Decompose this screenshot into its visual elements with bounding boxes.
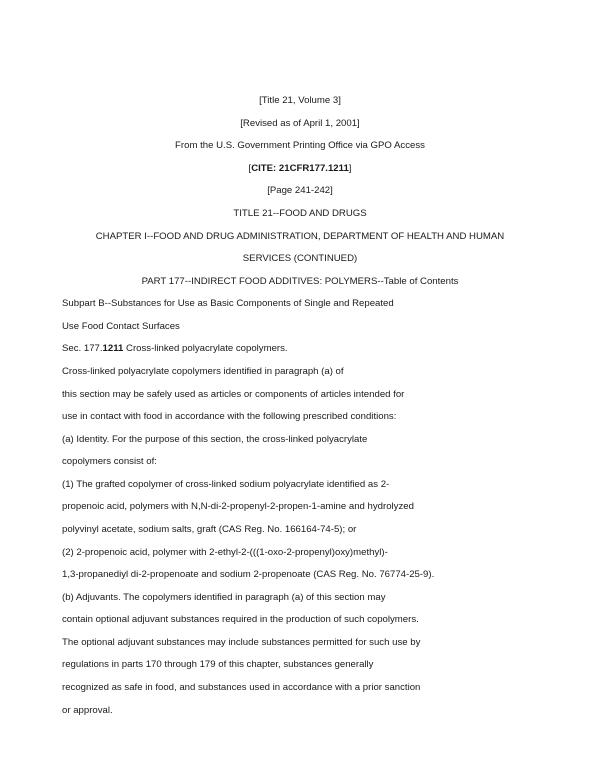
text-line: this section may be safely used as articles or components of articles intended for <box>62 389 405 400</box>
text-line: The optional adjuvant substances may include substances permitted for such use by <box>62 637 421 648</box>
text-line: (1) The grafted copolymer of cross-linked sodium polyacrylate identified as 2- <box>62 479 390 490</box>
text-line: regulations in parts 170 through 179 of this chapter, substances generally <box>62 659 374 670</box>
cite-open: [ <box>248 163 252 174</box>
subpart-line-2: Use Food Contact Surfaces <box>62 321 180 332</box>
page-range: [Page 241-242] <box>267 185 333 196</box>
chapter-line-2: SERVICES (CONTINUED) <box>242 253 358 264</box>
text-line: Cross-linked polyacrylate copolymers identified in paragraph (a) of <box>62 366 344 377</box>
subpart-line-1: Subpart B--Substances for Use as Basic Components of Single and Repeated <box>62 298 394 309</box>
text-line: 1,3-propanediyl di-2-propenoate and sodium 2-propenoate (CAS Reg. No. 76774-25-9). <box>62 569 435 580</box>
cite-close: ] <box>348 163 352 174</box>
source-line: From the U.S. Government Printing Office via GPO Access <box>175 140 425 151</box>
cite-label: CITE: 21CFR177. <box>251 163 328 174</box>
section-heading <box>62 343 288 355</box>
text-line: (2) 2-propenoic acid, polymer with 2-ethyl-2-(((1-oxo-2-propenyl)oxy)methyl)- <box>62 547 388 558</box>
text-line: copolymers consist of: <box>62 456 157 467</box>
text-line: propenoic acid, polymers with N,N-di-2-propenyl-2-propen-1-amine and hydrolyzed <box>62 501 414 512</box>
title-name: TITLE 21--FOOD AND DRUGS <box>233 208 367 219</box>
text-line: or approval. <box>62 705 113 716</box>
citation <box>0 163 600 175</box>
section-number: 1211 <box>102 343 124 354</box>
text-line: use in contact with food in accordance with the following prescribed conditions: <box>62 411 397 422</box>
text-line: polyvinyl acetate, sodium salts, graft (CAS Reg. No. 166164-74-5); or <box>62 524 357 535</box>
cite-section: 1211 <box>327 163 349 174</box>
text-line: (a) Identity. For the purpose of this section, the cross-linked polyacrylate <box>62 434 368 445</box>
text-line: contain optional adjuvant substances required in the production of such copolymers. <box>62 614 419 625</box>
section-title: Cross-linked polyacrylate copolymers. <box>123 343 288 354</box>
chapter-line-1: CHAPTER I--FOOD AND DRUG ADMINISTRATION, DEPARTMENT OF HEALTH AND HUMAN <box>95 231 505 242</box>
title-volume: [Title 21, Volume 3] <box>259 95 341 106</box>
text-line: recognized as safe in food, and substances used in accordance with a prior sanction <box>62 682 421 693</box>
section-prefix: Sec. 177. <box>62 343 103 354</box>
part-heading: PART 177--INDIRECT FOOD ADDITIVES: POLYMERS--Table of Contents <box>141 276 459 287</box>
text-line: (b) Adjuvants. The copolymers identified in paragraph (a) of this section may <box>62 592 386 603</box>
revised-date: [Revised as of April 1, 2001] <box>240 118 360 129</box>
